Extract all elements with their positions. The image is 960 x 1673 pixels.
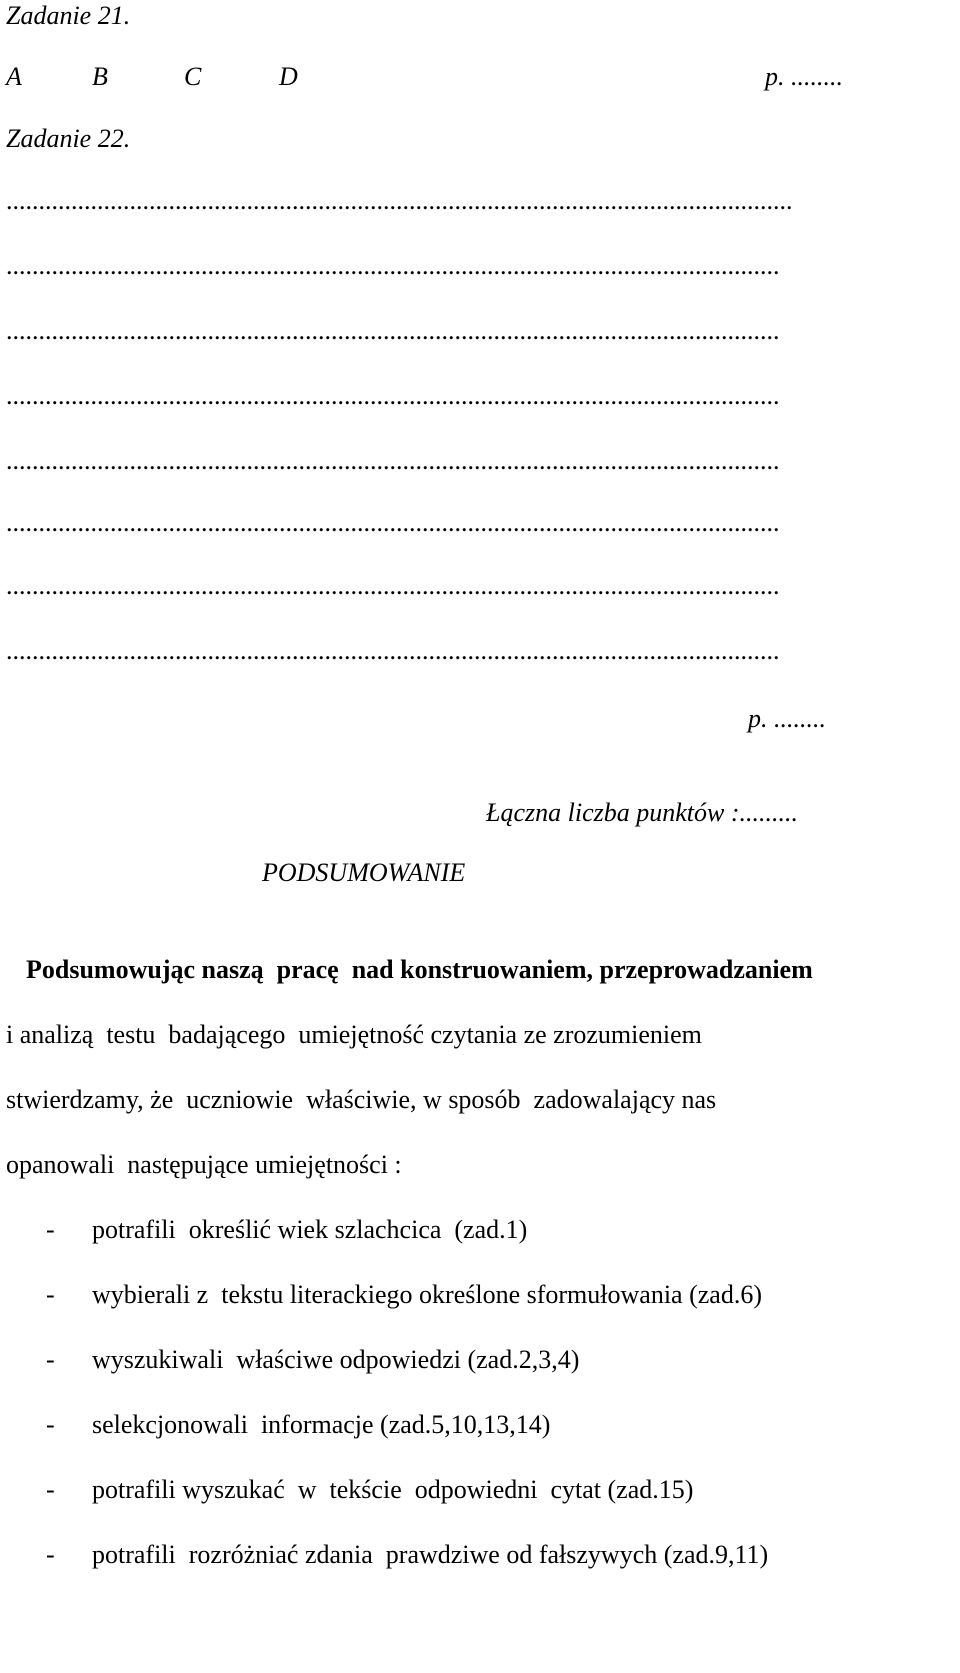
answer-line[interactable]: ....................................................................................................................... xyxy=(6,383,780,409)
option-a[interactable]: A xyxy=(6,62,22,91)
answer-line[interactable]: ....................................................................................................................... xyxy=(6,510,780,536)
task22-points: p. ........ xyxy=(748,704,826,733)
list-item: potrafili wyszukać w tekście odpowiedni cytat (zad.15) xyxy=(92,1475,694,1504)
answer-line[interactable]: ....................................................................................................................... xyxy=(6,448,780,474)
option-c[interactable]: C xyxy=(184,62,202,91)
bullet-dash: - xyxy=(46,1475,55,1504)
answer-line[interactable]: ....................................................................................................................... xyxy=(6,318,780,344)
bullet-dash: - xyxy=(46,1215,55,1244)
list-item: potrafili określić wiek szlachcica (zad.1) xyxy=(92,1215,528,1244)
answer-line[interactable]: ......................................................................................................................... xyxy=(6,188,793,214)
task21-points: p. ........ xyxy=(765,62,843,91)
answer-line[interactable]: ....................................................................................................................... xyxy=(6,638,780,664)
option-d[interactable]: D xyxy=(279,62,298,91)
summary-title: PODSUMOWANIE xyxy=(262,858,466,887)
answer-line[interactable]: ....................................................................................................................... xyxy=(6,253,780,279)
summary-line: i analizą testu badającego umiejętność czytania ze zrozumieniem xyxy=(6,1020,702,1049)
bullet-dash: - xyxy=(46,1345,55,1374)
summary-lead: Podsumowując naszą pracę nad konstruowaniem, przeprowadzaniem xyxy=(26,955,813,984)
bullet-dash: - xyxy=(46,1280,55,1309)
list-item: wybierali z tekstu literackiego określone sformułowania (zad.6) xyxy=(92,1280,762,1309)
summary-line: stwierdzamy, że uczniowie właściwie, w sposób zadowalający nas xyxy=(6,1085,717,1114)
task22-heading: Zadanie 22. xyxy=(6,124,131,153)
total-points: Łączna liczba punktów :......... xyxy=(486,798,798,827)
list-item: wyszukiwali właściwe odpowiedzi (zad.2,3,4) xyxy=(92,1345,580,1374)
option-b[interactable]: B xyxy=(92,62,108,91)
answer-line[interactable]: ....................................................................................................................... xyxy=(6,573,780,599)
summary-line: opanowali następujące umiejętności : xyxy=(6,1150,402,1179)
bullet-dash: - xyxy=(46,1540,55,1569)
list-item: potrafili rozróżniać zdania prawdziwe od fałszywych (zad.9,11) xyxy=(92,1540,769,1569)
task21-heading: Zadanie 21. xyxy=(6,1,131,30)
list-item: selekcjonowali informacje (zad.5,10,13,14) xyxy=(92,1410,551,1439)
bullet-dash: - xyxy=(46,1410,55,1439)
